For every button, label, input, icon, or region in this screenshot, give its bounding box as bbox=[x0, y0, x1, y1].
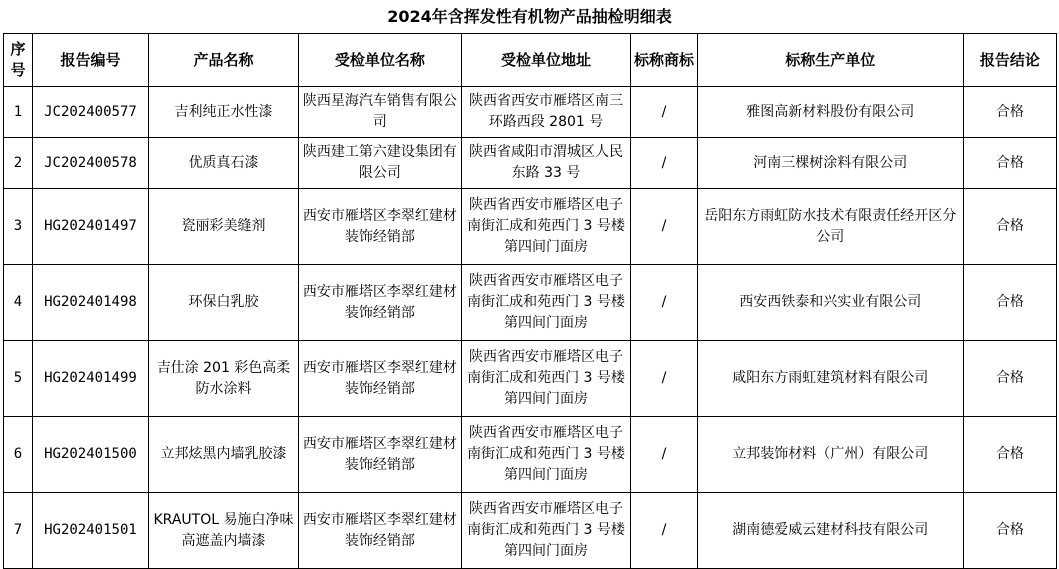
header-row bbox=[4, 34, 1057, 87]
cell-product: 吉利纯正水性漆 bbox=[148, 87, 298, 138]
cell-conclusion: 合格 bbox=[963, 189, 1056, 265]
header-unit: 受检单位名称 bbox=[299, 34, 462, 87]
header-manufacturer: 标称生产单位 bbox=[697, 34, 963, 87]
table-row bbox=[4, 265, 1057, 341]
header-product: 产品名称 bbox=[148, 34, 298, 87]
cell-address: 陕西省西安市雁塔区电子南街汇成和苑西门 3 号楼第四间门面房 bbox=[461, 265, 631, 341]
cell-unit: 陕西星海汽车销售有限公司 bbox=[299, 87, 462, 138]
cell-seq: 5 bbox=[4, 341, 33, 417]
table-row bbox=[4, 417, 1057, 493]
cell-address: 陕西省西安市雁塔区电子南街汇成和苑西门 3 号楼第四间门面房 bbox=[461, 341, 631, 417]
cell-manufacturer: 立邦装饰材料（广州）有限公司 bbox=[697, 417, 963, 493]
cell-manufacturer: 岳阳东方雨虹防水技术有限责任经开区分公司 bbox=[697, 189, 963, 265]
cell-trademark: / bbox=[631, 87, 697, 138]
cell-address: 陕西省西安市雁塔区电子南街汇成和苑西门 3 号楼第四间门面房 bbox=[461, 493, 631, 569]
cell-report-no: HG202401497 bbox=[32, 189, 148, 265]
cell-trademark: / bbox=[631, 417, 697, 493]
table-row bbox=[4, 493, 1057, 569]
cell-seq: 2 bbox=[4, 138, 33, 189]
cell-report-no: HG202401501 bbox=[32, 493, 148, 569]
cell-manufacturer: 西安西铁泰和兴实业有限公司 bbox=[697, 265, 963, 341]
cell-unit: 西安市雁塔区李翠红建材装饰经销部 bbox=[299, 265, 462, 341]
cell-unit: 西安市雁塔区李翠红建材装饰经销部 bbox=[299, 189, 462, 265]
cell-trademark: / bbox=[631, 265, 697, 341]
cell-product: 瓷丽彩美缝剂 bbox=[148, 189, 298, 265]
table-row bbox=[4, 341, 1057, 417]
cell-address: 陕西省西安市雁塔区南三环路西段 2801 号 bbox=[461, 87, 631, 138]
cell-conclusion: 合格 bbox=[963, 417, 1056, 493]
cell-seq: 4 bbox=[4, 265, 33, 341]
cell-address: 陕西省西安市雁塔区电子南街汇成和苑西门 3 号楼第四间门面房 bbox=[461, 417, 631, 493]
table-row bbox=[4, 87, 1057, 138]
cell-conclusion: 合格 bbox=[963, 87, 1056, 138]
cell-trademark: / bbox=[631, 138, 697, 189]
cell-unit: 西安市雁塔区李翠红建材装饰经销部 bbox=[299, 417, 462, 493]
cell-address: 陕西省咸阳市渭城区人民东路 33 号 bbox=[461, 138, 631, 189]
cell-seq: 1 bbox=[4, 87, 33, 138]
cell-address: 陕西省西安市雁塔区电子南街汇成和苑西门 3 号楼第四间门面房 bbox=[461, 189, 631, 265]
cell-unit: 陕西建工第六建设集团有限公司 bbox=[299, 138, 462, 189]
cell-trademark: / bbox=[631, 493, 697, 569]
cell-trademark: / bbox=[631, 189, 697, 265]
cell-seq: 6 bbox=[4, 417, 33, 493]
cell-report-no: HG202401500 bbox=[32, 417, 148, 493]
cell-seq: 3 bbox=[4, 189, 33, 265]
cell-product: 立邦炫黑内墙乳胶漆 bbox=[148, 417, 298, 493]
cell-conclusion: 合格 bbox=[963, 493, 1056, 569]
cell-manufacturer: 咸阳东方雨虹建筑材料有限公司 bbox=[697, 341, 963, 417]
cell-conclusion: 合格 bbox=[963, 341, 1056, 417]
cell-product: 环保白乳胶 bbox=[148, 265, 298, 341]
cell-product: KRAUTOL 易施白净味高遮盖内墙漆 bbox=[148, 493, 298, 569]
cell-report-no: HG202401499 bbox=[32, 341, 148, 417]
header-conclusion: 报告结论 bbox=[963, 34, 1056, 87]
table-row bbox=[4, 138, 1057, 189]
cell-unit: 西安市雁塔区李翠红建材装饰经销部 bbox=[299, 341, 462, 417]
header-seq: 序号 bbox=[4, 34, 33, 87]
cell-seq: 7 bbox=[4, 493, 33, 569]
cell-report-no: HG202401498 bbox=[32, 265, 148, 341]
inspection-table bbox=[3, 33, 1057, 569]
table-row bbox=[4, 189, 1057, 265]
header-report-no: 报告编号 bbox=[32, 34, 148, 87]
cell-conclusion: 合格 bbox=[963, 138, 1056, 189]
cell-conclusion: 合格 bbox=[963, 265, 1056, 341]
cell-product: 吉仕涂 201 彩色高柔防水涂料 bbox=[148, 341, 298, 417]
page-title: 2024年含挥发性有机物产品抽检明细表 bbox=[387, 7, 672, 26]
cell-manufacturer: 河南三棵树涂料有限公司 bbox=[697, 138, 963, 189]
cell-report-no: JC202400577 bbox=[32, 87, 148, 138]
cell-report-no: JC202400578 bbox=[32, 138, 148, 189]
cell-manufacturer: 雅图高新材料股份有限公司 bbox=[697, 87, 963, 138]
header-trademark: 标称商标 bbox=[631, 34, 697, 87]
cell-unit: 西安市雁塔区李翠红建材装饰经销部 bbox=[299, 493, 462, 569]
cell-product: 优质真石漆 bbox=[148, 138, 298, 189]
cell-trademark: / bbox=[631, 341, 697, 417]
cell-manufacturer: 湖南德爱威云建材科技有限公司 bbox=[697, 493, 963, 569]
header-address: 受检单位地址 bbox=[461, 34, 631, 87]
